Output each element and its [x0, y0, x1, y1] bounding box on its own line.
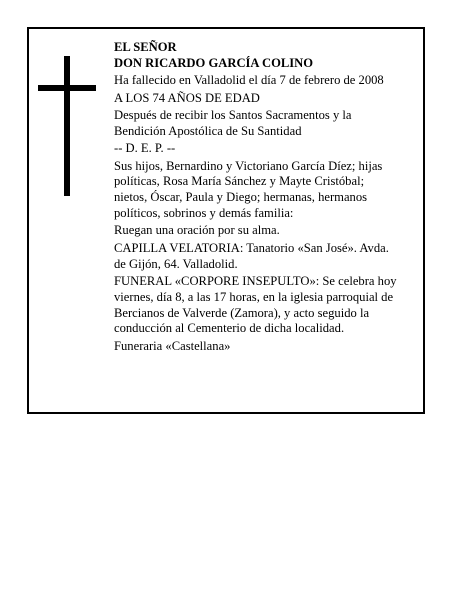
cross-icon-crossbar — [38, 85, 96, 91]
prayer-paragraph — [114, 223, 424, 239]
cross-icon — [64, 56, 70, 196]
family-paragraph — [114, 159, 424, 222]
paragraph-line: políticas, Rosa María Sánchez y Mayte Cristóbal; — [114, 174, 365, 189]
sacraments-paragraph — [114, 108, 424, 140]
death-notice-paragraph — [114, 73, 424, 89]
paragraph-line: Ruegan una oración por su alma. — [114, 223, 280, 238]
notice-title: EL SEÑOR — [114, 40, 177, 54]
paragraph-line: Después de recibir los Santos Sacramentos y la — [114, 107, 352, 122]
paragraph-line: conducción al Cementerio de dicha localidad. — [114, 321, 345, 336]
paragraph-line: -- D. E. P. -- — [114, 141, 176, 156]
paragraph-line: de Gijón, 64. Valladolid. — [114, 256, 238, 271]
paragraph-line: A LOS 74 AÑOS DE EDAD — [114, 90, 260, 105]
paragraph-line: políticos, sobrinos y demás familia: — [114, 205, 294, 220]
paragraph-line: Ha fallecido en Valladolid el día 7 de febrero de 2008 — [114, 73, 384, 88]
paragraph-line: Bendición Apostólica de Su Santidad — [114, 123, 302, 138]
deceased-name: DON RICARDO GARCÍA COLINO — [114, 55, 314, 70]
paragraph-line: Bercianos de Valverde (Zamora), y acto seguido la — [114, 305, 370, 320]
rip-paragraph — [114, 141, 424, 157]
funeral-home-paragraph — [114, 339, 424, 355]
funeral-paragraph — [114, 274, 424, 337]
paragraph-line: Funeraria «Castellana» — [114, 338, 231, 353]
paragraph-line: Sus hijos, Bernardino y Victoriano García Díez; hijas — [114, 158, 383, 173]
paragraph-line: FUNERAL «CORPORE INSEPULTO»: Se celebra hoy — [114, 273, 397, 288]
paragraph-line: nietos, Óscar, Paula y Diego; hermanas, hermanos — [114, 190, 368, 205]
chapel-paragraph — [114, 241, 424, 273]
paragraph-line: CAPILLA VELATORIA: Tanatorio «San José». Avda. — [114, 240, 389, 255]
obituary-text — [114, 40, 424, 354]
paragraph-line: viernes, día 8, a las 17 horas, en la iglesia parroquial de — [114, 289, 394, 304]
age-paragraph — [114, 91, 424, 107]
